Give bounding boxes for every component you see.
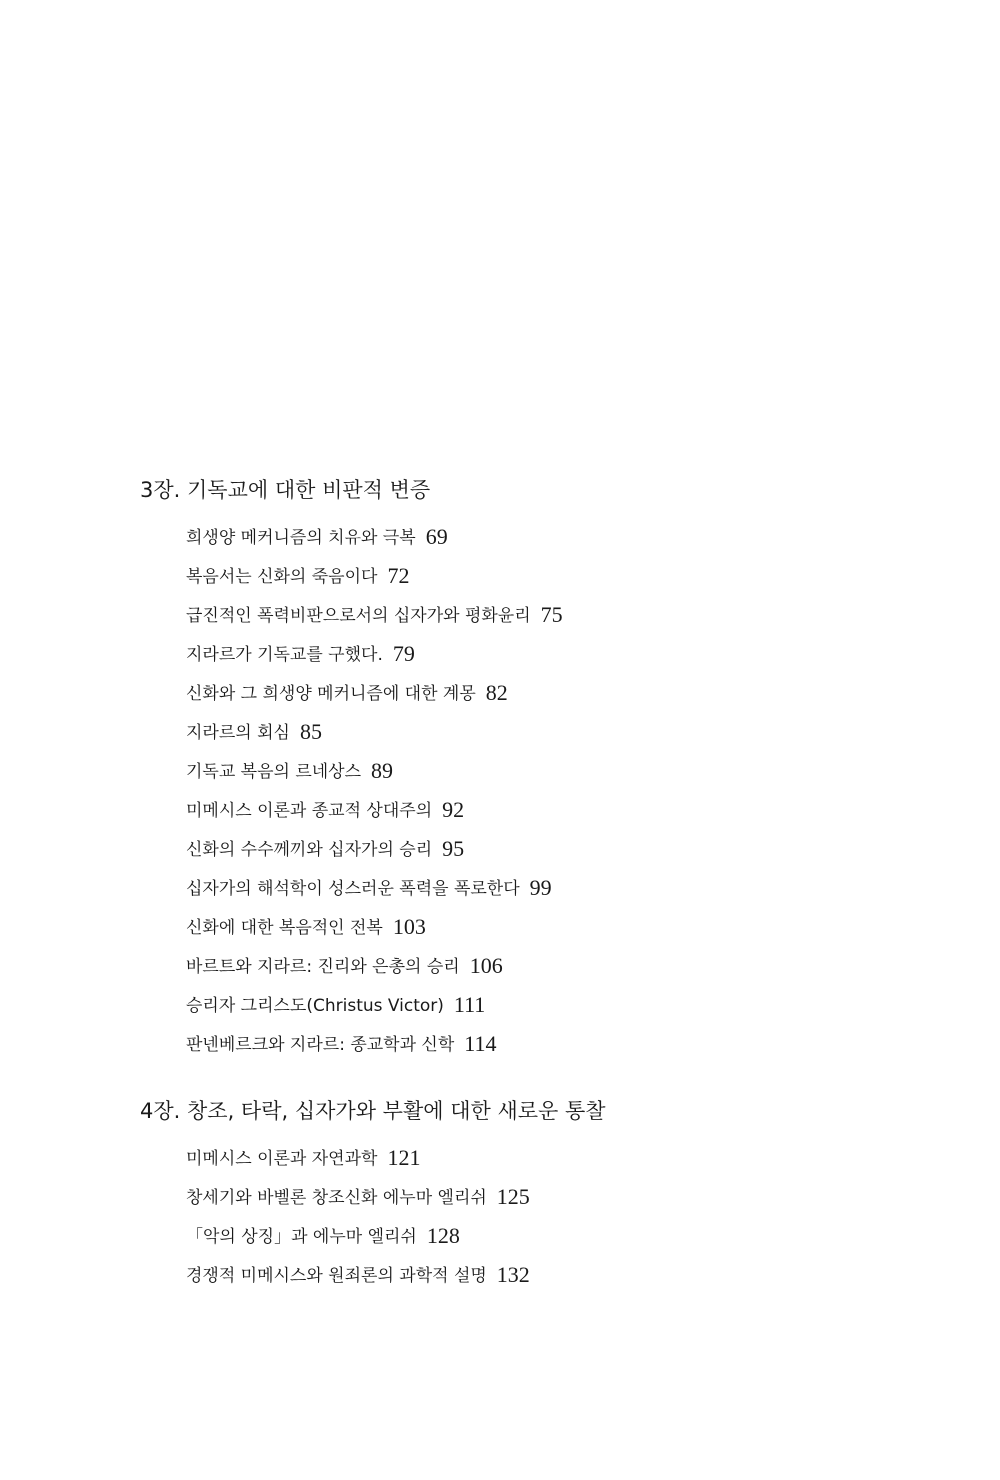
toc-entry [186,599,563,627]
entry-title: 경쟁적 미메시스와 원죄론의 과학적 설명 [186,1266,487,1286]
toc-entry [186,638,415,666]
toc-entry [186,1028,496,1056]
toc-entry [186,794,464,822]
entry-page-number: 114 [464,1031,497,1056]
toc-entry [186,911,426,939]
entry-title: 「악의 상징」과 에누마 엘리쉬 [186,1227,417,1247]
toc-entry [186,560,409,588]
toc-entry [186,950,503,978]
entry-title: 바르트와 지라르: 진리와 은총의 승리 [186,957,460,977]
entry-title: 급진적인 폭력비판으로서의 십자가와 평화윤리 [186,606,531,626]
entry-page-number: 95 [442,836,465,861]
entry-title: 십자가의 해석학이 성스러운 폭력을 폭로한다 [186,879,520,899]
entry-title: 창세기와 바벨론 창조신화 에누마 엘리쉬 [186,1188,487,1208]
entry-page-number: 121 [387,1145,421,1170]
toc-entry [186,1181,530,1209]
entry-page-number: 99 [529,875,552,900]
entry-title: 기독교 복음의 르네상스 [186,762,362,782]
chapter-heading: 3장. 기독교에 대한 비판적 변증 [140,478,431,502]
entry-title: 지라르의 회심 [186,723,290,743]
toc-entry [186,1220,460,1248]
entry-title: 판넨베르크와 지라르: 종교학과 신학 [186,1035,455,1055]
toc-entry [186,989,485,1017]
entry-title: 신화의 수수께끼와 십자가의 승리 [186,840,433,860]
entry-page-number: 82 [485,680,508,705]
entry-page-number: 72 [387,563,410,588]
entry-page-number: 92 [442,797,465,822]
entry-title: 신화에 대한 복음적인 전복 [186,918,383,938]
entry-title: 미메시스 이론과 자연과학 [186,1149,378,1169]
toc-entry [186,716,322,744]
entry-page-number: 75 [540,602,563,627]
entry-title: 희생양 메커니즘의 치유와 극복 [186,528,416,548]
entry-page-number: 69 [425,524,448,549]
entry-page-number: 89 [371,758,394,783]
entry-title: 지라르가 기독교를 구했다. [186,645,383,665]
entry-page-number: 106 [469,953,503,978]
entry-page-number: 85 [299,719,322,744]
toc-entry [186,833,464,861]
toc-entry [186,1259,530,1287]
entry-page-number: 79 [392,641,415,666]
chapter-heading: 4장. 창조, 타락, 십자가와 부활에 대한 새로운 통찰 [140,1099,606,1123]
entry-title: 복음서는 신화의 죽음이다 [186,567,378,587]
toc-entry [186,755,393,783]
toc-entry [186,521,448,549]
entry-page-number: 125 [496,1184,530,1209]
entry-page-number: 128 [426,1223,460,1248]
entry-title: 신화와 그 희생양 메커니즘에 대한 계몽 [186,684,476,704]
entry-page-number: 103 [392,914,426,939]
entry-title: 승리자 그리스도(Christus Victor) [186,996,444,1016]
entry-page-number: 111 [453,992,486,1017]
entry-page-number: 132 [496,1262,530,1287]
entry-title: 미메시스 이론과 종교적 상대주의 [186,801,433,821]
toc-entry [186,872,552,900]
toc-entry [186,677,508,705]
toc-entry [186,1142,420,1170]
